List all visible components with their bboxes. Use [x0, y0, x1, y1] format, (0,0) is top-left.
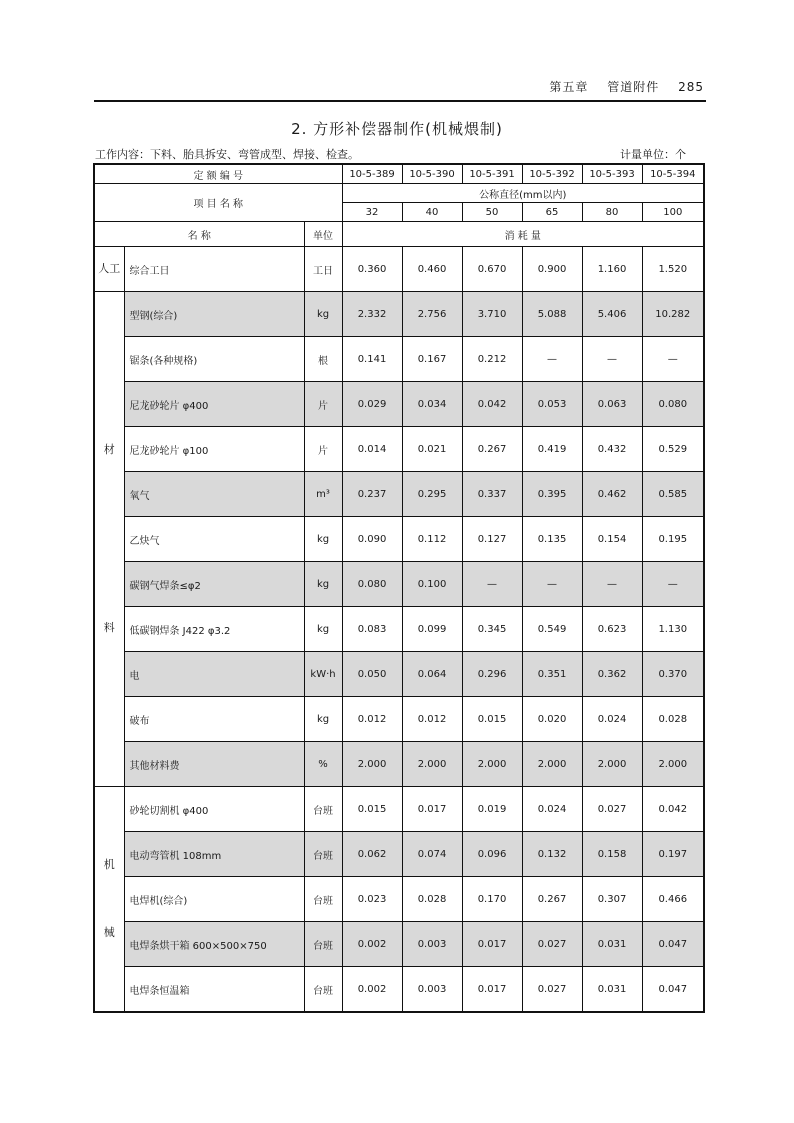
row-value: 2.332 [342, 292, 402, 337]
row-value: 2.000 [522, 742, 582, 787]
table-row [94, 292, 704, 337]
table-row [94, 922, 704, 967]
category-machine [94, 787, 124, 1013]
row-value: 0.027 [522, 967, 582, 1013]
row-name: 碳钢气焊条≤φ2 [124, 562, 304, 607]
name-column-header: 名 称 [94, 222, 304, 247]
row-name: 型钢(综合) [124, 292, 304, 337]
table-row [94, 832, 704, 877]
row-unit: 台班 [304, 967, 342, 1013]
item-name-label: 项 目 名 称 [94, 184, 342, 222]
row-name: 电 [124, 652, 304, 697]
row-value: 0.529 [642, 427, 704, 472]
diameter-value: 65 [522, 203, 582, 222]
quota-number-label: 定 额 编 号 [94, 164, 342, 184]
row-value: 0.466 [642, 877, 704, 922]
row-value: — [522, 337, 582, 382]
row-value: 3.710 [462, 292, 522, 337]
row-value: 0.017 [462, 967, 522, 1013]
consumption-column-header: 消 耗 量 [342, 222, 704, 247]
row-value: 0.012 [402, 697, 462, 742]
row-value: 0.015 [462, 697, 522, 742]
row-name: 综合工日 [124, 247, 304, 292]
row-name: 低碳钢焊条 J422 φ3.2 [124, 607, 304, 652]
table-row [94, 967, 704, 1013]
row-value: 0.003 [402, 922, 462, 967]
row-value: 2.000 [342, 742, 402, 787]
row-value: 0.100 [402, 562, 462, 607]
row-value: 0.042 [642, 787, 704, 832]
row-value: 0.028 [402, 877, 462, 922]
row-unit: m³ [304, 472, 342, 517]
row-unit: 工日 [304, 247, 342, 292]
row-value: 2.000 [582, 742, 642, 787]
row-name: 尼龙砂轮片 φ100 [124, 427, 304, 472]
row-value: 0.090 [342, 517, 402, 562]
row-value: 0.307 [582, 877, 642, 922]
category-material [94, 292, 124, 787]
row-unit: 台班 [304, 922, 342, 967]
row-value: 0.034 [402, 382, 462, 427]
table-row [94, 382, 704, 427]
row-name: 破布 [124, 697, 304, 742]
row-value: — [642, 337, 704, 382]
row-value: 0.132 [522, 832, 582, 877]
row-value: 2.000 [642, 742, 704, 787]
row-value: 0.267 [462, 427, 522, 472]
row-unit: kg [304, 697, 342, 742]
row-unit: 台班 [304, 787, 342, 832]
row-value: 0.024 [522, 787, 582, 832]
row-value: 1.520 [642, 247, 704, 292]
diameter-value: 40 [402, 203, 462, 222]
chapter-label: 第五章 [549, 80, 589, 94]
row-value: 0.062 [342, 832, 402, 877]
row-value: 0.019 [462, 787, 522, 832]
row-name: 氧气 [124, 472, 304, 517]
quota-number: 10-5-389 [342, 164, 402, 184]
row-value: 0.127 [462, 517, 522, 562]
row-value: 0.267 [522, 877, 582, 922]
row-value: 0.020 [522, 697, 582, 742]
row-value: 0.031 [582, 922, 642, 967]
row-value: 0.212 [462, 337, 522, 382]
row-value: 0.063 [582, 382, 642, 427]
diameter-value: 32 [342, 203, 402, 222]
row-unit: 台班 [304, 832, 342, 877]
work-content: 工作内容：下料、胎具拆安、弯管成型、焊接、检查。 [95, 148, 359, 161]
row-value: — [582, 337, 642, 382]
row-value: 0.012 [342, 697, 402, 742]
section-label: 管道附件 [607, 80, 660, 94]
row-unit: kg [304, 517, 342, 562]
row-value: 0.023 [342, 877, 402, 922]
row-unit: kg [304, 562, 342, 607]
row-name: 砂轮切割机 φ400 [124, 787, 304, 832]
row-value: 0.900 [522, 247, 582, 292]
row-value: — [642, 562, 704, 607]
row-value: 0.195 [642, 517, 704, 562]
row-value: 0.017 [402, 787, 462, 832]
diameter-label: 公称直径(mm以内) [342, 184, 704, 203]
row-value: 0.362 [582, 652, 642, 697]
row-value: 0.585 [642, 472, 704, 517]
row-value: 0.074 [402, 832, 462, 877]
row-value: 5.406 [582, 292, 642, 337]
row-value: 0.345 [462, 607, 522, 652]
row-name: 乙炔气 [124, 517, 304, 562]
row-name: 电焊条烘干箱 600×500×750 [124, 922, 304, 967]
row-name: 尼龙砂轮片 φ400 [124, 382, 304, 427]
row-value: 0.080 [642, 382, 704, 427]
page-number: 285 [678, 80, 704, 94]
row-unit: 片 [304, 427, 342, 472]
row-value: 0.623 [582, 607, 642, 652]
row-value: 0.370 [642, 652, 704, 697]
row-value: 0.024 [582, 697, 642, 742]
row-value: 0.112 [402, 517, 462, 562]
row-value: 0.296 [462, 652, 522, 697]
category-material-char2: 料 [103, 621, 115, 634]
row-value: 0.460 [402, 247, 462, 292]
row-name: 锯条(各种规格) [124, 337, 304, 382]
table-row [94, 607, 704, 652]
row-value: 0.080 [342, 562, 402, 607]
quota-number-row [94, 164, 704, 184]
row-value: 0.027 [522, 922, 582, 967]
row-value: 0.549 [522, 607, 582, 652]
row-value: 0.064 [402, 652, 462, 697]
quota-number: 10-5-392 [522, 164, 582, 184]
row-value: 0.167 [402, 337, 462, 382]
row-name: 电焊条恒温箱 [124, 967, 304, 1013]
row-value: 0.047 [642, 967, 704, 1013]
diameter-value: 100 [642, 203, 704, 222]
header-rule [94, 100, 706, 102]
row-value: 0.099 [402, 607, 462, 652]
row-value: — [462, 562, 522, 607]
quota-number: 10-5-394 [642, 164, 704, 184]
row-value: 0.351 [522, 652, 582, 697]
table-row [94, 427, 704, 472]
unit-label: 计量单位：个 [620, 148, 686, 161]
diameter-header-row [94, 184, 704, 203]
diameter-value: 50 [462, 203, 522, 222]
table-row [94, 562, 704, 607]
row-value: 0.002 [342, 922, 402, 967]
table-row [94, 742, 704, 787]
row-value: 0.395 [522, 472, 582, 517]
column-header-row [94, 222, 704, 247]
table-row [94, 787, 704, 832]
row-value: — [582, 562, 642, 607]
quota-table [93, 163, 705, 1013]
row-unit: kg [304, 292, 342, 337]
row-value: 2.000 [402, 742, 462, 787]
category-labor: 人工 [94, 247, 124, 292]
table-row [94, 697, 704, 742]
row-value: 0.021 [402, 427, 462, 472]
row-value: 0.154 [582, 517, 642, 562]
table-row [94, 517, 704, 562]
category-machine-char2: 械 [103, 926, 115, 939]
row-value: 0.237 [342, 472, 402, 517]
diameter-value: 80 [582, 203, 642, 222]
row-unit: 根 [304, 337, 342, 382]
row-value: 0.360 [342, 247, 402, 292]
row-value: 0.028 [642, 697, 704, 742]
row-value: 0.050 [342, 652, 402, 697]
row-value: 0.170 [462, 877, 522, 922]
row-name: 电焊机(综合) [124, 877, 304, 922]
table-row [94, 877, 704, 922]
table-row [94, 472, 704, 517]
row-value: 0.135 [522, 517, 582, 562]
row-name: 其他材料费 [124, 742, 304, 787]
row-unit: kW·h [304, 652, 342, 697]
row-value: 0.462 [582, 472, 642, 517]
page-header [535, 78, 704, 95]
row-value: 0.337 [462, 472, 522, 517]
quota-number: 10-5-390 [402, 164, 462, 184]
row-value: 0.419 [522, 427, 582, 472]
row-value: — [522, 562, 582, 607]
row-value: 1.130 [642, 607, 704, 652]
row-unit: 台班 [304, 877, 342, 922]
row-value: 0.017 [462, 922, 522, 967]
row-unit: % [304, 742, 342, 787]
row-value: 0.042 [462, 382, 522, 427]
row-value: 0.197 [642, 832, 704, 877]
table-row [94, 652, 704, 697]
row-unit: 片 [304, 382, 342, 427]
row-value: 0.003 [402, 967, 462, 1013]
row-value: 2.756 [402, 292, 462, 337]
row-value: 0.014 [342, 427, 402, 472]
unit-column-header: 单位 [304, 222, 342, 247]
category-material-char1: 材 [103, 443, 115, 457]
row-value: 0.029 [342, 382, 402, 427]
row-value: 0.096 [462, 832, 522, 877]
row-value: 10.282 [642, 292, 704, 337]
table-row [94, 337, 704, 382]
quota-number: 10-5-393 [582, 164, 642, 184]
row-value: 0.015 [342, 787, 402, 832]
row-value: 0.031 [582, 967, 642, 1013]
row-value: 0.053 [522, 382, 582, 427]
row-unit: kg [304, 607, 342, 652]
table-row [94, 247, 704, 292]
row-value: 5.088 [522, 292, 582, 337]
row-value: 0.027 [582, 787, 642, 832]
row-name: 电动弯管机 108mm [124, 832, 304, 877]
row-value: 0.670 [462, 247, 522, 292]
row-value: 0.158 [582, 832, 642, 877]
section-title: 2. 方形补偿器制作(机械煨制) [291, 120, 503, 138]
category-machine-char1: 机 [103, 858, 115, 872]
quota-number: 10-5-391 [462, 164, 522, 184]
row-value: 0.002 [342, 967, 402, 1013]
row-value: 0.295 [402, 472, 462, 517]
row-value: 0.141 [342, 337, 402, 382]
row-value: 2.000 [462, 742, 522, 787]
row-value: 0.432 [582, 427, 642, 472]
row-value: 1.160 [582, 247, 642, 292]
row-value: 0.047 [642, 922, 704, 967]
row-value: 0.083 [342, 607, 402, 652]
